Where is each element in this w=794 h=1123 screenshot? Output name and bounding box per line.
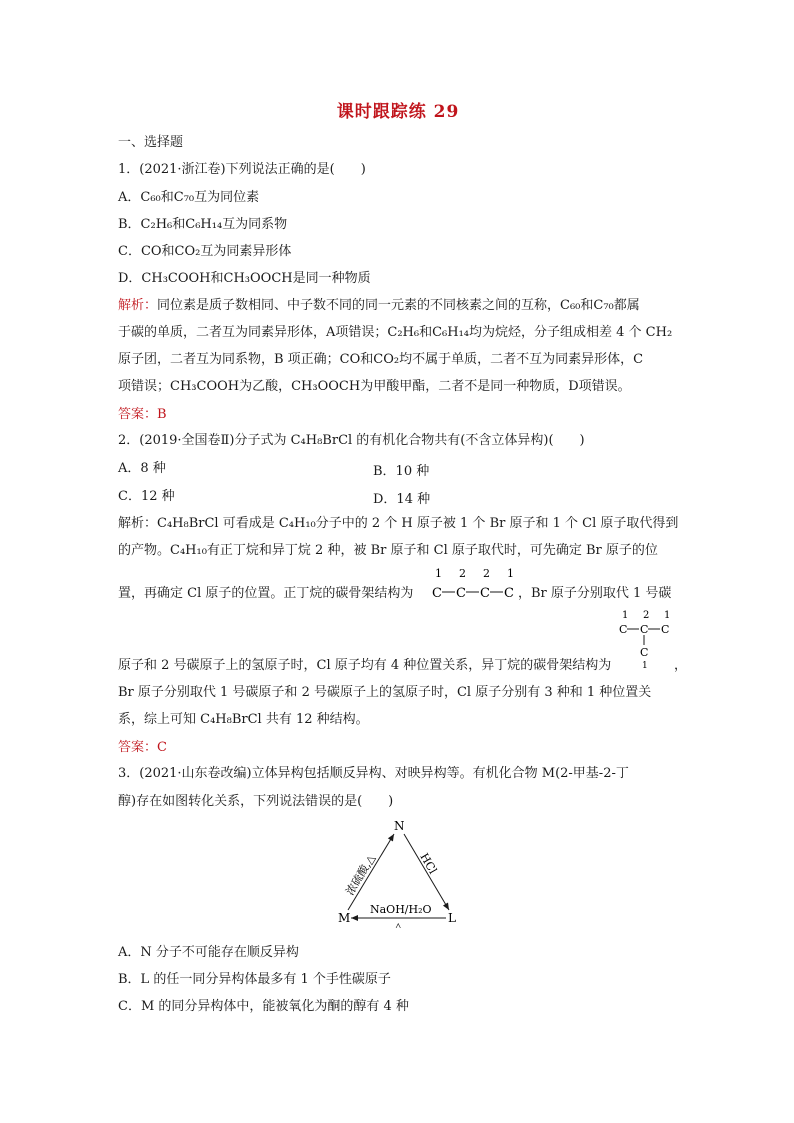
q3-option-c: C．M 的同分异构体中，能被氧化为酮的醇有 4 种 (118, 999, 409, 1014)
q3-stem-line-2: 醇)存在如图转化关系，下列说法错误的是( ) (118, 794, 394, 809)
isobutane-c-center: C (640, 623, 649, 636)
q2-answer: 答案：C (118, 740, 167, 755)
node-m: M (338, 911, 351, 925)
isobutane-c-right: C (661, 623, 670, 636)
analysis-label: 解析： (118, 298, 158, 313)
q1-option-d: D．CH₃COOH和CH₃OOCH是同一种物质 (118, 271, 371, 286)
q2-option-a: A．8 种 (118, 461, 166, 476)
q2-analysis-line-3b: ，Br 原子分别取代 1 号碳 (518, 586, 672, 601)
q2-analysis-line-1: 解析：C₄H₈BrCl 可看成是 C₄H₁₀分子中的 2 个 H 原子被 1 个 Br 原子和 1 个 Cl 原子取代得到 (118, 516, 679, 531)
q1-option-c: C．CO和CO₂互为同素异形体 (118, 244, 292, 259)
butane-num-4: 1 (507, 567, 514, 580)
q2-option-d: D．14 种 (373, 492, 431, 507)
label-conc-sulfuric-acid: 浓硫酸,△ (343, 852, 378, 898)
q1-analysis-line-2: 于碳的单质，二者互为同素异形体，A项错误；C₂H₆和C₆H₁₄均为烷烃，分子组成相差 4 个 CH₂ (118, 325, 673, 340)
isobutane-skeleton (618, 608, 678, 670)
isobutane-num-right: 1 (664, 610, 671, 621)
page-title: 课时跟踪练 29 (336, 102, 460, 122)
q2-analysis-line-5: Br 原子分别取代 1 号碳原子和 2 号碳原子上的氢原子时，Cl 原子分别有 3 种和 1 种位置关 (118, 685, 652, 700)
label-heat: △ (394, 920, 403, 928)
butane-c-1: C (432, 586, 442, 601)
label-hcl: HCl (417, 851, 440, 877)
q2-analysis-line-3a: 置，再确定 Cl 原子的位置。正丁烷的碳骨架结构为 (118, 586, 414, 601)
isobutane-num-center: 2 (643, 610, 650, 621)
butane-skeleton (430, 566, 518, 604)
q1-stem: 1．(2021·浙江卷)下列说法正确的是( ) (118, 162, 366, 177)
q1-analysis-line-1: 解析：同位素是质子数相同、中子数不同的同一元素的不同核素之间的互称，C₆₀和C₇₀都属 (118, 298, 640, 313)
butane-c-4: C (504, 586, 514, 601)
q2-analysis-line-4b: ， (674, 658, 688, 673)
butane-c-2: C (456, 586, 466, 601)
conversion-diagram (334, 818, 464, 928)
isobutane-c-bottom: C (640, 646, 649, 659)
isobutane-num-bottom: 1 (642, 661, 648, 670)
q1-analysis-line-3: 原子团，二者互为同系物，B 项正确；CO和CO₂均不属于单质，二者不互为同素异形体，C (118, 352, 644, 367)
q2-stem: 2．(2019·全国卷Ⅱ)分子式为 C₄H₈BrCl 的有机化合物共有(不含立体异构)( ) (118, 433, 585, 448)
butane-skeleton-svg (430, 566, 518, 604)
q2-option-b: B．10 种 (373, 464, 430, 479)
butane-num-1: 1 (435, 567, 442, 580)
q1-option-a: A．C₆₀和C₇₀互为同位素 (118, 190, 260, 205)
conversion-diagram-svg (334, 818, 464, 928)
q2-analysis-line-6: 系，综上可知 C₄H₈BrCl 共有 12 种结构。 (118, 712, 369, 727)
q1-option-b: B．C₂H₆和C₆H₁₄互为同系物 (118, 217, 288, 232)
q2-analysis-line-4a: 原子和 2 号碳原子上的氢原子时，Cl 原子均有 4 种位置关系，异丁烷的碳骨架结构为 (118, 658, 612, 673)
isobutane-skeleton-svg (618, 608, 678, 670)
label-naoh-water: NaOH/H₂O (370, 903, 432, 916)
q3-option-b: B．L 的任一同分异构体最多有 1 个手性碳原子 (118, 972, 391, 987)
q3-option-a: A．N 分子不可能存在顺反异构 (118, 945, 299, 960)
q3-stem-line-1: 3．(2021·山东卷改编)立体异构包括顺反异构、对映异构等。有机化合物 M(2-甲基-2-丁 (118, 766, 629, 781)
butane-num-2: 2 (459, 567, 466, 580)
butane-c-3: C (480, 586, 490, 601)
butane-num-3: 2 (483, 567, 490, 580)
q1-answer: 答案：B (118, 407, 167, 422)
q1-analysis-line-4: 项错误；CH₃COOH为乙酸，CH₃OOCH为甲酸甲酯，二者不是同一种物质，D项错误。 (118, 379, 631, 394)
isobutane-num-left: 1 (622, 610, 629, 621)
section-heading: 一、选择题 (118, 135, 184, 150)
node-n: N (394, 819, 405, 833)
isobutane-c-left: C (619, 623, 628, 636)
q2-analysis-line-2: 的产物。C₄H₁₀有正丁烷和异丁烷 2 种，被 Br 原子和 Cl 原子取代时，可先确定 Br 原子的位 (118, 543, 658, 558)
q2-option-c: C．12 种 (118, 489, 175, 504)
node-l: L (448, 911, 456, 925)
